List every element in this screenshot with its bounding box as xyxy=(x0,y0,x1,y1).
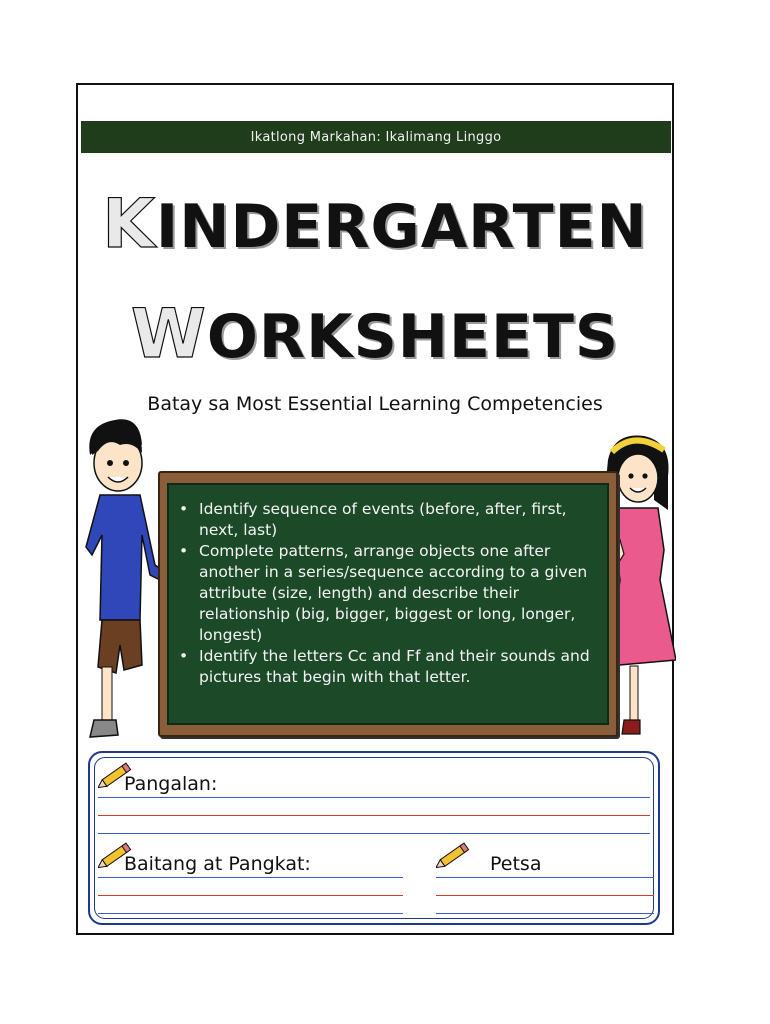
title-kindergarten xyxy=(78,185,672,264)
name-guide-top xyxy=(98,797,650,798)
pencil-icon xyxy=(436,839,472,871)
title-cap-w: W xyxy=(130,295,207,374)
quarter-week-banner xyxy=(81,121,671,153)
title-rest-1: INDERGARTEN xyxy=(155,192,648,262)
name-guide-mid xyxy=(98,815,650,816)
name-write-line[interactable] xyxy=(98,833,650,834)
grade-guide-mid xyxy=(98,895,403,896)
title-rest-2: ORKSHEETS xyxy=(206,302,620,372)
competency-item: • Identify sequence of events (before, after, first, next, last) xyxy=(199,499,597,541)
grade-section-label: Baitang at Pangkat: xyxy=(124,853,311,875)
name-label: Pangalan: xyxy=(124,773,218,795)
competency-list xyxy=(169,485,607,688)
date-guide-mid xyxy=(436,895,654,896)
chalkboard xyxy=(167,483,609,725)
banner-text: Ikatlong Markahan: Ikalimang Linggo xyxy=(250,129,502,145)
date-guide-top xyxy=(436,877,654,878)
grade-write-line[interactable] xyxy=(98,913,403,914)
date-label: Petsa xyxy=(490,853,542,875)
date-write-line[interactable] xyxy=(436,913,654,914)
student-info-box xyxy=(88,751,660,925)
competency-item: • Identify the letters Cc and Ff and their sounds and pictures that begin with that letter. xyxy=(199,646,597,688)
title-cap-k: K xyxy=(102,185,156,264)
worksheet-cover xyxy=(76,83,674,935)
subtitle: Batay sa Most Essential Learning Competencies xyxy=(147,393,603,415)
competency-item: • Complete patterns, arrange objects one after another in a series/sequence according to a given attribute (size, length) and describe their relationship (big, bigger, biggest or long, longer, longest) xyxy=(199,541,597,646)
chalkboard-frame xyxy=(158,471,618,737)
grade-guide-top xyxy=(98,877,403,878)
title-worksheets xyxy=(78,295,672,374)
